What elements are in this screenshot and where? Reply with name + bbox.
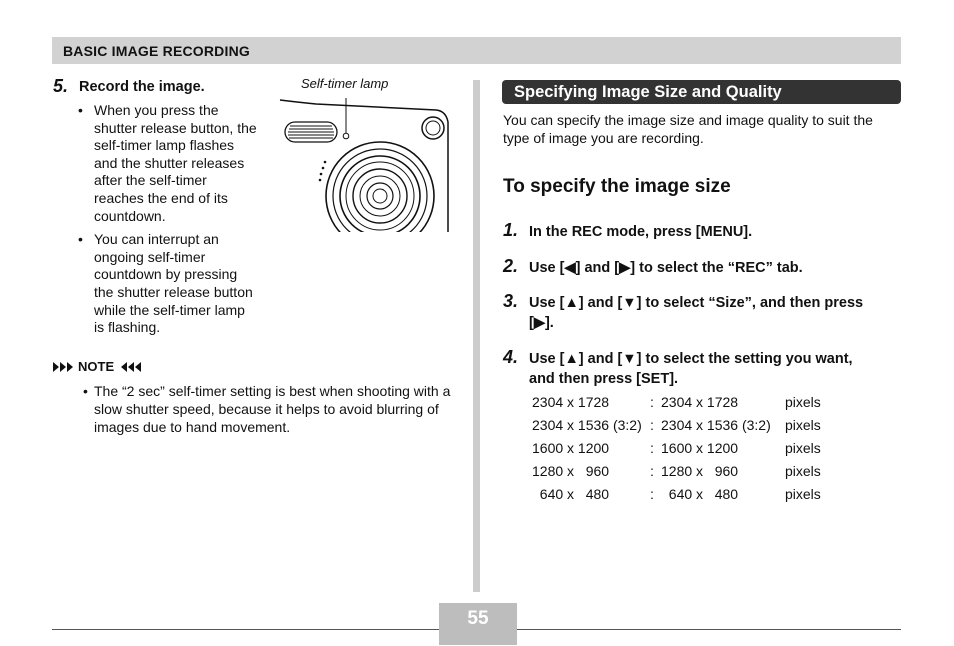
note-heading xyxy=(52,359,142,374)
size-setting: 640 x 480 xyxy=(532,486,610,502)
subheading: To specify the image size xyxy=(503,176,731,197)
page-number-box xyxy=(439,603,517,645)
size-setting: 2304 x 1728 xyxy=(532,394,610,410)
size-value: 1280 x 960 xyxy=(661,463,739,479)
bullet-dot-icon: • xyxy=(83,383,88,399)
step-5-label: Record the image. xyxy=(79,79,205,95)
section-header-bar xyxy=(52,37,901,64)
note-label: NOTE xyxy=(78,359,115,374)
self-timer-lamp-caption: Self-timer lamp xyxy=(301,76,389,91)
size-separator: : xyxy=(650,440,654,456)
bullet-dot-icon: • xyxy=(78,231,83,248)
size-value: 2304 x 1728 xyxy=(661,394,739,410)
size-unit: pixels xyxy=(785,440,821,456)
step-number: 3. xyxy=(503,291,519,311)
section-title-bar xyxy=(502,80,901,104)
size-setting: 1600 x 1200 xyxy=(532,440,610,456)
bullet-text: When you press the shutter release button, the self-timer lamp flashes and the shutter releases after the self-timer reaches the end of its countdown. xyxy=(94,102,257,224)
step-number: 4. xyxy=(503,347,519,367)
step-1 xyxy=(503,220,752,242)
bullet-dot-icon: • xyxy=(78,102,83,118)
section-title: Specifying Image Size and Quality xyxy=(514,83,782,101)
camera-front-illustration-icon xyxy=(276,98,452,235)
step-2 xyxy=(503,256,803,278)
size-separator: : xyxy=(650,486,654,502)
size-unit: pixels xyxy=(785,394,821,410)
note-body xyxy=(83,382,453,436)
step-4 xyxy=(503,347,875,389)
step-number: 2. xyxy=(503,256,519,276)
size-separator: : xyxy=(650,417,654,433)
note-text: The “2 sec” self-timer setting is best when shooting with a slow shutter speed, because it helps to avoid blurring of images due to hand movement. xyxy=(94,383,451,435)
step-number: 1. xyxy=(503,220,519,240)
step-text: In the REC mode, press [MENU]. xyxy=(529,224,753,240)
size-separator: : xyxy=(650,463,654,479)
size-value: 2304 x 1536 (3:2) xyxy=(661,417,771,433)
section-header-title: BASIC IMAGE RECORDING xyxy=(63,43,250,59)
step-text: Use [◀] and [▶] to select the “REC” tab. xyxy=(529,260,803,276)
note-left-arrows-icon xyxy=(52,361,74,373)
size-value: 640 x 480 xyxy=(661,486,739,502)
intro-paragraph: You can specify the image size and image quality to suit the type of image you are recording. xyxy=(503,112,873,146)
bullet-item xyxy=(78,102,258,225)
size-unit: pixels xyxy=(785,463,821,479)
bullet-item xyxy=(78,231,258,337)
page-number: 55 xyxy=(467,608,489,629)
size-unit: pixels xyxy=(785,417,821,433)
step-text: Use [▲] and [▼] to select the setting you want, and then press [SET]. xyxy=(529,351,853,387)
column-divider xyxy=(473,80,480,592)
size-value: 1600 x 1200 xyxy=(661,440,739,456)
step-5-number: 5. xyxy=(53,76,69,96)
size-setting: 2304 x 1536 (3:2) xyxy=(532,417,642,433)
bullet-text: You can interrupt an ongoing self-timer countdown by pressing the shutter release button while the self-timer lamp is flashing. xyxy=(94,231,253,336)
step-3 xyxy=(503,291,875,333)
step-5-bullets xyxy=(78,102,258,337)
size-separator: : xyxy=(650,394,654,410)
size-setting: 1280 x 960 xyxy=(532,463,610,479)
note-right-arrows-icon xyxy=(120,361,142,373)
step-text: Use [▲] and [▼] to select “Size”, and then press [▶]. xyxy=(529,295,864,331)
size-unit: pixels xyxy=(785,486,821,502)
